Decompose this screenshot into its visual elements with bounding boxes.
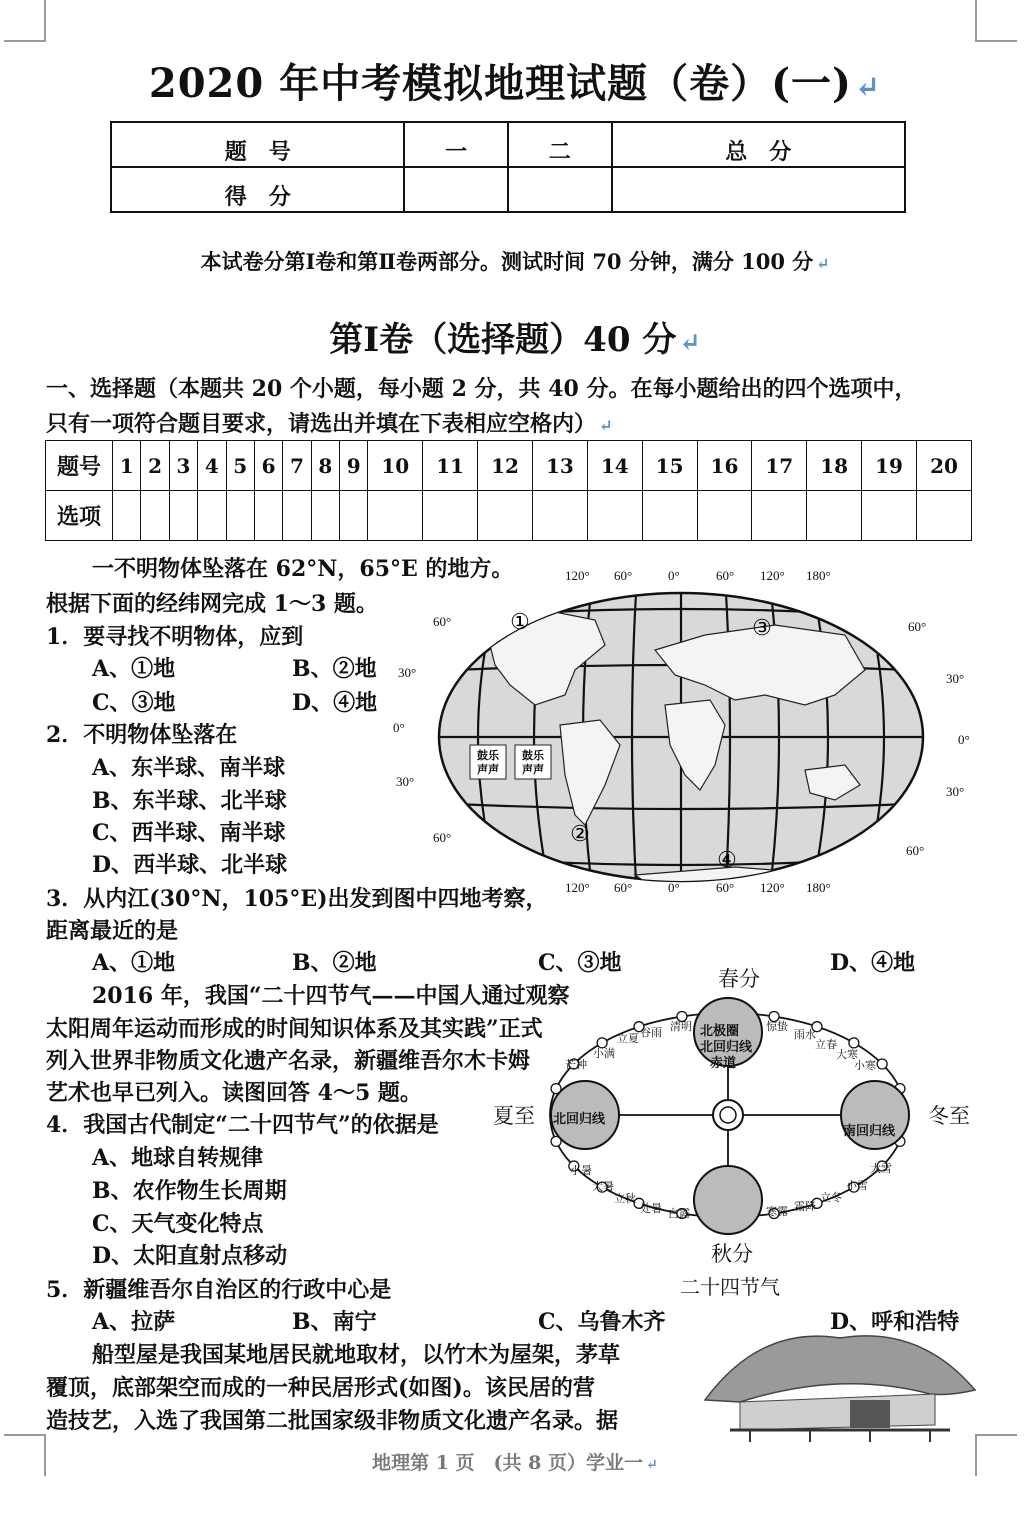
term-label: 小暑: [570, 1164, 592, 1177]
score-table: [110, 121, 906, 213]
score-row-label: 得 分: [111, 167, 404, 212]
term-label: 大寒: [836, 1048, 858, 1061]
q-intro-1: 一不明物体坠落在 62°N，65°E 的地方。: [92, 556, 514, 582]
map-left-lat-4: 30°: [396, 774, 415, 789]
score-header-cell: 二: [508, 122, 612, 167]
para2-line1: 2016 年，我国“二十四节气——中国人通过观察: [92, 983, 570, 1009]
term-label: 惊蛰: [766, 1020, 788, 1033]
q1-option-c[interactable]: C、③地: [92, 690, 176, 716]
map-right-lat-4: 30°: [946, 784, 965, 799]
svg-text:②: ②: [570, 822, 590, 847]
score-header-cell: 题 号: [111, 122, 404, 167]
answer-cell-11[interactable]: [423, 491, 478, 541]
spring-globe-line1: 北极圈: [700, 1024, 740, 1039]
map-left-lat-3: 0°: [393, 720, 405, 735]
question-4: 4．我国古代制定“二十四节气”的依据是: [46, 1112, 439, 1138]
term-label: 立秋: [614, 1192, 636, 1205]
q2-option-b[interactable]: B、东半球、北半球: [92, 788, 287, 814]
answer-number-14: 14: [587, 441, 642, 491]
term-label: 大暑: [592, 1180, 614, 1193]
map-bottom-lon-4: 60°: [716, 880, 735, 895]
svg-text:鼓乐: 鼓乐: [522, 749, 544, 762]
map-top-lon-5: 120°: [760, 568, 785, 583]
answer-number-18: 18: [807, 441, 862, 491]
answer-cell-15[interactable]: [642, 491, 697, 541]
term-summer-solstice: 夏至: [493, 1104, 535, 1128]
answer-number-19: 19: [862, 441, 917, 491]
world-map: [415, 575, 975, 900]
term-label: 白露: [668, 1207, 690, 1220]
term-label: 小寒: [854, 1059, 876, 1072]
map-bottom-lon-6: 180°: [806, 880, 831, 895]
question-2: 2．不明物体坠落在: [46, 722, 238, 748]
term-label: 谷雨: [640, 1026, 662, 1039]
answer-cell-13[interactable]: [532, 491, 587, 541]
answer-row-label: 选项: [46, 491, 113, 541]
answer-number-17: 17: [752, 441, 807, 491]
q4-option-a[interactable]: A、地球自转规律: [92, 1145, 264, 1171]
instructions-line1: 一、选择题（本题共 20 个小题，每小题 2 分，共 40 分。在每小题给出的四个选项中，: [46, 376, 917, 402]
term-label: 立夏: [617, 1032, 639, 1045]
q4-option-d[interactable]: D、太阳直射点移动: [92, 1243, 288, 1269]
q3-option-d[interactable]: D、④地: [830, 950, 916, 976]
answer-number-16: 16: [697, 441, 752, 491]
svg-text:①: ①: [510, 610, 530, 635]
answer-number-10: 10: [368, 441, 423, 491]
spring-globe-line3: 赤道: [710, 1056, 737, 1071]
svg-text:鼓乐: 鼓乐: [477, 749, 499, 762]
answer-number-4: 4: [198, 441, 226, 491]
q5-option-b[interactable]: B、南宁: [292, 1309, 377, 1335]
page-footer: 地理第 1 页 (共 8 页）学业一 ↵: [372, 1452, 658, 1474]
para3-line1: 船型屋是我国某地居民就地取材，以竹木为屋架，茅草: [92, 1342, 621, 1368]
q1-option-d[interactable]: D、④地: [292, 690, 378, 716]
term-label: 处暑: [640, 1202, 662, 1215]
diagram-caption: 二十四节气: [680, 1275, 780, 1299]
q5-option-a[interactable]: A、拉萨: [92, 1309, 176, 1335]
q5-option-d[interactable]: D、呼和浩特: [830, 1309, 960, 1335]
solar-term-dot: [877, 1059, 887, 1069]
summer-globe-label: 北回归线: [553, 1112, 606, 1127]
answer-cell-2[interactable]: [141, 491, 169, 541]
map-bottom-lon-1: 120°: [565, 880, 590, 895]
answer-number-13: 13: [532, 441, 587, 491]
page-title: 2020 年中考模拟地理试题（卷）(一) ↵: [148, 60, 882, 107]
section-title: 第Ⅰ卷（选择题）40 分 ↵: [329, 320, 701, 360]
q3-option-b[interactable]: B、②地: [292, 950, 377, 976]
answer-cell-12[interactable]: [478, 491, 533, 541]
map-bottom-lon-3: 0°: [668, 880, 680, 895]
q-intro-2: 根据下面的经纬网完成 1～3 题。: [46, 591, 378, 617]
score-cell[interactable]: [612, 167, 905, 212]
score-cell[interactable]: [508, 167, 612, 212]
answer-cell-18[interactable]: [807, 491, 862, 541]
q3-option-a[interactable]: A、①地: [92, 950, 176, 976]
para2-line4: 艺术也早已列入。读图回答 4～5 题。: [46, 1080, 422, 1106]
question-5: 5．新疆维吾尔自治区的行政中心是: [46, 1277, 392, 1303]
q1-option-a[interactable]: A、①地: [92, 656, 176, 682]
answer-number-7: 7: [283, 441, 311, 491]
q5-option-c[interactable]: C、乌鲁木齐: [538, 1309, 666, 1335]
term-spring-equinox: 春分: [718, 967, 760, 991]
term-label: 小满: [593, 1047, 615, 1060]
answer-cell-1[interactable]: [113, 491, 141, 541]
spring-globe-line2: 北回归线: [700, 1040, 753, 1055]
question-3-cont: 距离最近的是: [46, 918, 179, 944]
answer-number-3: 3: [169, 441, 197, 491]
answer-number-20: 20: [916, 441, 971, 491]
answer-row-label: 题号: [46, 441, 113, 491]
term-label: 霜降: [794, 1200, 816, 1213]
term-winter-solstice: 冬至: [928, 1104, 970, 1128]
q2-option-a[interactable]: A、东半球、南半球: [92, 755, 286, 781]
para3-line2: 覆顶，底部架空而成的一种民居形式(如图)。该民居的营: [46, 1375, 595, 1401]
answer-cell-6[interactable]: [254, 491, 282, 541]
answer-number-2: 2: [141, 441, 169, 491]
answer-cell-7[interactable]: [283, 491, 311, 541]
svg-text:声声: 声声: [522, 763, 544, 776]
term-label: 小雪: [846, 1179, 868, 1192]
q1-option-b[interactable]: B、②地: [292, 656, 377, 682]
svg-text:声声: 声声: [477, 763, 499, 776]
q2-option-d[interactable]: D、西半球、北半球: [92, 852, 288, 878]
term-label: 寒露: [766, 1205, 788, 1218]
map-left-lat-1: 60°: [433, 614, 452, 629]
answer-cell-9[interactable]: [340, 491, 368, 541]
answer-number-15: 15: [642, 441, 697, 491]
map-left-lat-5: 60°: [433, 830, 452, 845]
answer-cell-16[interactable]: [697, 491, 752, 541]
term-label: 立春: [815, 1038, 837, 1051]
svg-text:③: ③: [752, 616, 772, 641]
score-cell[interactable]: [404, 167, 508, 212]
term-label: 雨水: [794, 1028, 816, 1041]
para2-line3: 列入世界非物质文化遗产名录，新疆维吾尔木卡姆: [46, 1048, 531, 1074]
q3-option-c[interactable]: C、③地: [538, 950, 622, 976]
map-top-lon-1: 120°: [565, 568, 590, 583]
answer-number-8: 8: [311, 441, 339, 491]
question-1: 1．要寻找不明物体，应到: [46, 624, 304, 650]
answer-cell-20[interactable]: [916, 491, 971, 541]
svg-text:④: ④: [717, 848, 737, 873]
crop-mark-top-left: [4, 0, 46, 42]
term-label: 大雪: [870, 1162, 892, 1175]
map-bottom-lon-2: 60°: [614, 880, 633, 895]
answer-cell-8[interactable]: [311, 491, 339, 541]
term-label: 清明: [670, 1020, 692, 1033]
map-top-lon-3: 0°: [668, 568, 680, 583]
crop-mark-top-right: [975, 0, 1017, 42]
boat-house-illustration: [700, 1330, 980, 1445]
answer-number-9: 9: [340, 441, 368, 491]
answer-cell-3[interactable]: [169, 491, 197, 541]
answer-cell-19[interactable]: [862, 491, 917, 541]
para3-line3: 造技艺，入选了我国第二批国家级非物质文化遗产名录。据: [46, 1408, 619, 1434]
answer-cell-10[interactable]: [368, 491, 423, 541]
answer-number-5: 5: [226, 441, 254, 491]
score-header-cell: 一: [404, 122, 508, 167]
map-right-lat-5: 60°: [906, 843, 925, 858]
q2-option-c[interactable]: C、西半球、南半球: [92, 820, 286, 846]
answer-cell-14[interactable]: [587, 491, 642, 541]
term-label: 芒种: [565, 1058, 587, 1071]
winter-globe-label: 南回归线: [843, 1124, 896, 1139]
map-right-lat-1: 60°: [908, 619, 927, 634]
map-left-lat-2: 30°: [398, 665, 417, 680]
answer-number-12: 12: [478, 441, 533, 491]
answer-cell-17[interactable]: [752, 491, 807, 541]
answer-number-1: 1: [113, 441, 141, 491]
score-header-cell: 总 分: [612, 122, 905, 167]
map-top-lon-4: 60°: [716, 568, 735, 583]
map-right-lat-2: 30°: [946, 671, 965, 686]
answer-table: [45, 440, 972, 541]
answer-number-11: 11: [423, 441, 478, 491]
answer-cell-4[interactable]: [198, 491, 226, 541]
term-label: 立冬: [820, 1191, 842, 1204]
map-right-lat-3: 0°: [958, 732, 970, 747]
q4-option-c[interactable]: C、天气变化特点: [92, 1211, 264, 1237]
map-bottom-lon-5: 120°: [760, 880, 785, 895]
para2-line2: 太阳周年运动而形成的时间知识体系及其实践”正式: [46, 1016, 543, 1042]
map-top-lon-2: 60°: [614, 568, 633, 583]
question-3: 3．从内江(30°N，105°E)出发到图中四地考察，: [46, 886, 548, 912]
map-top-lon-6: 180°: [806, 568, 831, 583]
term-autumn-equinox: 秋分: [711, 1242, 753, 1266]
instructions-line2: 只有一项符合题目要求，请选出并填在下表相应空格内） ↵: [46, 411, 613, 437]
q4-option-b[interactable]: B、农作物生长周期: [92, 1178, 287, 1204]
answer-cell-5[interactable]: [226, 491, 254, 541]
exam-info: 本试卷分第Ⅰ卷和第Ⅱ卷两部分。测试时间 70 分钟，满分 100 分 ↵: [200, 249, 830, 274]
answer-number-6: 6: [254, 441, 282, 491]
